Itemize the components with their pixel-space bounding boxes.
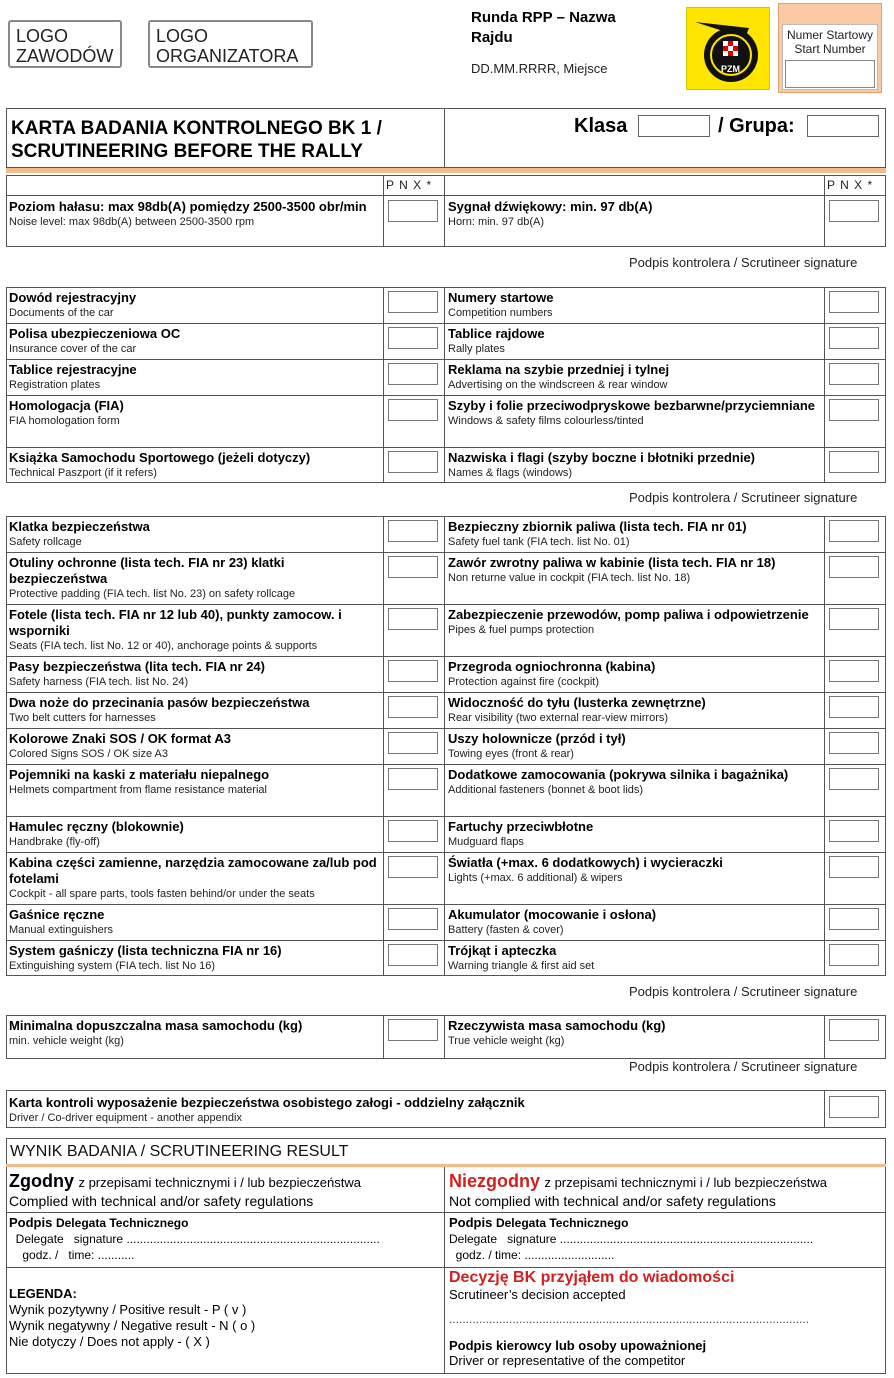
driver-signature-label: Podpis kierowcy lub osoby upoważnionej: [449, 1338, 707, 1353]
item-label-en: Competition numbers: [448, 307, 553, 319]
check-box[interactable]: [388, 732, 438, 754]
check-box[interactable]: [388, 820, 438, 842]
divider: [444, 1167, 445, 1374]
divider: [824, 1090, 825, 1128]
divider: [824, 175, 825, 247]
start-number-box: [778, 3, 882, 93]
check-item: [448, 907, 822, 937]
item-label-en: True vehicle weight (kg): [448, 1035, 565, 1047]
item-label-pl: Gaśnice ręczne: [9, 907, 105, 922]
rally-name-line1: Runda RPP – Nazwa: [471, 9, 616, 26]
item-label-en: Windows & safety films colourless/tinted: [448, 415, 644, 427]
divider: [824, 516, 825, 976]
divider: [6, 692, 886, 693]
check-item: [448, 659, 822, 689]
divider: [6, 195, 886, 196]
result-nok: [449, 1171, 879, 1209]
delegate-label: Delegate: [15, 1232, 64, 1246]
decision-dots: ............................................................................................................: [449, 1312, 810, 1326]
logo-organizer-line1: LOGO: [156, 26, 209, 46]
item-label-pl: Trójkąt i apteczka: [448, 943, 557, 958]
check-item: [9, 199, 383, 229]
check-item: [448, 1018, 822, 1048]
item-label-en: Insurance cover of the car: [9, 343, 137, 355]
check-box[interactable]: [829, 944, 879, 966]
logo-organizer: [148, 20, 313, 68]
divider: [444, 1015, 445, 1059]
check-box[interactable]: [829, 696, 879, 718]
check-box[interactable]: [388, 608, 438, 630]
check-box[interactable]: [388, 908, 438, 930]
start-number-label: [779, 28, 881, 56]
result-nok-rest: z przepisami technicznymi i / lub bezpieczeństwa: [544, 1175, 827, 1190]
check-item: [448, 855, 822, 885]
check-box[interactable]: [829, 451, 879, 473]
page-title-line2: SCRUTINEERING BEFORE THE RALLY: [11, 141, 363, 162]
result-title: WYNIK BADANIA / SCRUTINEERING RESULT: [10, 1143, 349, 1160]
check-item: [9, 907, 383, 937]
check-box[interactable]: [829, 327, 879, 349]
result-ok: [9, 1171, 439, 1209]
orange-divider: [6, 168, 886, 173]
item-label-en: Safety fuel tank (FIA tech. list No. 01): [448, 536, 630, 548]
result-ok-word: Zgodny: [9, 1171, 74, 1191]
item-label-pl: Polisa ubezpieczeniowa OC: [9, 326, 181, 341]
item-label-pl: Dwa noże do przecinania pasów bezpieczeństwa: [9, 695, 310, 710]
item-label-pl: Dodatkowe zamocowania (pokrywa silnika i bagażnika): [448, 767, 789, 782]
check-item: [448, 943, 822, 973]
item-label-pl: Pasy bezpieczeństwa (lita tech. FIA nr 24): [9, 659, 265, 674]
check-item: [448, 819, 822, 849]
klasa-label: Klasa: [574, 115, 628, 137]
check-item: [9, 555, 383, 601]
delegate-label: Delegate: [449, 1232, 498, 1246]
item-label-pl: System gaśniczy (lista techniczna FIA nr 16): [9, 943, 282, 958]
item-label-pl: Pojemniki na kaski z materiału niepalnego: [9, 767, 270, 782]
item-label-en: Rear visibility (two external rear-view mirrors): [448, 712, 669, 724]
divider: [383, 287, 384, 483]
item-label-pl: Klatka bezpieczeństwa: [9, 519, 150, 534]
item-label-en: Lights (+max. 6 additional) & wipers: [448, 872, 623, 884]
item-label-en: Advertising on the windscreen & rear window: [448, 379, 668, 391]
signature-label: signature: [507, 1232, 557, 1246]
check-box[interactable]: [829, 1019, 879, 1041]
check-item: [9, 1095, 809, 1125]
driver-signature-en: Driver or representative of the competitor: [449, 1353, 686, 1368]
divider: [6, 604, 886, 605]
item-label-pl: Przegroda ogniochronna (kabina): [448, 659, 656, 674]
item-label-en: Pipes & fuel pumps protection: [448, 624, 595, 636]
item-label-pl: Kolorowe Znaki SOS / OK format A3: [9, 731, 231, 746]
item-label-en: Two belt cutters for harnesses: [9, 712, 156, 724]
item-label-en: Helmets compartment from flame resistance material: [9, 784, 267, 796]
start-number-input[interactable]: [785, 60, 875, 88]
pzm-text: PZM: [721, 64, 740, 74]
legend-item: Nie dotyczy / Does not apply - ( X ): [9, 1334, 210, 1349]
check-item: [9, 398, 383, 428]
decision: [449, 1269, 879, 1326]
pnx-header-left: P N X *: [386, 178, 433, 192]
rally-date: DD.MM.RRRR, Miejsce: [471, 61, 608, 76]
delegate-signature-left: Podpis Delegata Technicznego Delegate signature ............................................................................ godz. / time: ...........: [9, 1215, 380, 1262]
check-box[interactable]: [388, 291, 438, 313]
item-label-pl: Fartuchy przeciwbłotne: [448, 819, 594, 834]
divider: [6, 728, 886, 729]
item-label-en: FIA homologation form: [9, 415, 120, 427]
item-label-en: Driver / Co-driver equipment - another appendix: [9, 1112, 242, 1124]
item-label-en: Seats (FIA tech. list No. 12 or 40), anchorage points & supports: [9, 640, 318, 652]
divider: [6, 447, 886, 448]
check-box[interactable]: [388, 768, 438, 790]
divider: [444, 108, 445, 168]
item-label-en: Safety rollcage: [9, 536, 82, 548]
check-item: [9, 607, 383, 653]
check-box[interactable]: [829, 520, 879, 542]
item-label-en: Documents of the car: [9, 307, 114, 319]
check-item: [9, 943, 383, 973]
result-ok-rest: z przepisami technicznymi i / lub bezpieczeństwa: [78, 1175, 361, 1190]
item-label-en: Battery (fasten & cover): [448, 924, 564, 936]
check-box[interactable]: [829, 363, 879, 385]
divider: [6, 764, 886, 765]
rally-name: [471, 8, 671, 48]
podpis-label: Podpis: [449, 1215, 493, 1230]
item-label-en: min. vehicle weight (kg): [9, 1035, 124, 1047]
divider: [6, 852, 886, 853]
signature-label: signature: [73, 1232, 124, 1246]
item-label-pl: Sygnał dźwiękowy: min. 97 db(A): [448, 199, 653, 214]
rally-name-line2: Rajdu: [471, 29, 513, 46]
divider: [6, 359, 886, 360]
item-label-pl: Fotele (lista tech. FIA nr 12 lub 40), punkty zamocow. i wsporniki: [9, 607, 342, 638]
decision-title: Decyzję BK przyjąłem do wiadomości: [449, 1269, 735, 1286]
check-box[interactable]: [388, 696, 438, 718]
check-box[interactable]: [829, 608, 879, 630]
item-label-pl: Dowód rejestracyjny: [9, 290, 137, 305]
item-label-en: Non returne value in cockpit (FIA tech. list No. 18): [448, 572, 691, 584]
item-label-en: Extinguishing system (FIA tech. list No 16): [9, 960, 216, 972]
check-item: [9, 659, 383, 689]
check-box[interactable]: [829, 1096, 879, 1118]
divider: [6, 323, 886, 324]
divider: [6, 904, 886, 905]
item-label-pl: Numery startowe: [448, 290, 554, 305]
klasa-input[interactable]: [638, 115, 710, 137]
scrutineer-signature-label: Podpis kontrolera / Scrutineer signature: [629, 984, 858, 999]
driver-signature: [449, 1338, 879, 1368]
check-item: [9, 695, 383, 725]
check-item: [9, 731, 383, 761]
item-label-pl: Zabezpieczenie przewodów, pomp paliwa i odpowietrzenie: [448, 607, 809, 622]
item-label-pl: Szyby i folie przeciwodpryskowe bezbarwne/przyciemniane: [448, 398, 816, 413]
divider: [444, 175, 445, 247]
check-item: [9, 855, 383, 901]
check-item: [448, 767, 822, 797]
check-item: [9, 450, 383, 480]
grupa-input[interactable]: [807, 115, 879, 137]
item-label-pl: Światła (+max. 6 dodatkowych) i wycieraczki: [448, 855, 723, 870]
decision-en: Scrutineer’s decision accepted: [449, 1287, 626, 1302]
item-label-en: Rally plates: [448, 343, 505, 355]
check-item: [448, 199, 822, 229]
divider: [383, 175, 384, 247]
logo-organizer-line2: ORGANIZATORA: [156, 46, 299, 66]
scrutineer-signature-label: Podpis kontrolera / Scrutineer signature: [629, 490, 858, 505]
page-title: [11, 117, 441, 163]
legend: [9, 1286, 439, 1350]
legend-title: LEGENDA:: [9, 1286, 77, 1301]
divider: [824, 287, 825, 483]
start-number-label-en: Start Number: [794, 42, 866, 56]
result-nok-word: Niezgodny: [449, 1171, 541, 1191]
check-box[interactable]: [388, 556, 438, 578]
result-nok-en: Not complied with technical and/or safety regulations: [449, 1193, 776, 1209]
divider: [383, 516, 384, 976]
pzm-emblem-icon: [687, 8, 771, 91]
item-label-pl: Tablice rajdowe: [448, 326, 545, 341]
scrutineer-signature-label: Podpis kontrolera / Scrutineer signature: [629, 1059, 858, 1074]
item-label-en: Cockpit - all spare parts, tools fasten behind/or under the seats: [9, 888, 315, 900]
grupa-label: / Grupa:: [718, 115, 795, 137]
orange-divider: [6, 1164, 886, 1167]
check-item: [9, 819, 383, 849]
pzm-logo: [686, 7, 770, 90]
check-box[interactable]: [388, 520, 438, 542]
check-box[interactable]: [388, 399, 438, 421]
check-item: [9, 519, 383, 549]
time-label: time:: [68, 1248, 95, 1262]
check-box[interactable]: [388, 944, 438, 966]
check-item: [448, 450, 822, 480]
divider: [6, 552, 886, 553]
item-label-pl: Reklama na szybie przedniej i tylnej: [448, 362, 670, 377]
check-box[interactable]: [829, 660, 879, 682]
legend-item: Wynik pozytywny / Positive result - P ( v ): [9, 1302, 247, 1317]
item-label-en: Manual extinguishers: [9, 924, 113, 936]
item-label-en: Safety harness (FIA tech. list No. 24): [9, 676, 189, 688]
divider: [6, 395, 886, 396]
item-label-pl: Hamulec ręczny (blokownie): [9, 819, 184, 834]
check-item: [9, 767, 383, 797]
delegate-signature-right: Podpis Delegata Technicznego Delegate signature ............................................................................ godz. / time: ...........................: [449, 1215, 814, 1262]
check-box[interactable]: [829, 768, 879, 790]
check-item: [448, 519, 822, 549]
item-label-en: Technical Paszport (if it refers): [9, 467, 157, 479]
check-box[interactable]: [829, 908, 879, 930]
check-box[interactable]: [388, 856, 438, 878]
page-title-line1: KARTA BADANIA KONTROLNEGO BK 1 /: [11, 118, 382, 139]
check-item: [448, 290, 822, 320]
item-label-en: Mudguard flaps: [448, 836, 524, 848]
result-ok-en: Complied with technical and/or safety regulations: [9, 1193, 314, 1209]
check-item: [448, 731, 822, 761]
divider: [6, 1267, 886, 1268]
item-label-pl: Kabina części zamienne, narzędzia zamocowane za/lub pod fotelami: [9, 855, 377, 886]
check-item: [9, 1018, 383, 1048]
check-box[interactable]: [388, 200, 438, 222]
delegata-label: Delegata Technicznego: [495, 1216, 629, 1230]
pnx-header-right: P N X *: [827, 178, 874, 192]
item-label-pl: Zawór zwrotny paliwa w kabinie (lista tech. FIA nr 18): [448, 555, 776, 570]
scrutineer-signature-label: Podpis kontrolera / Scrutineer signature: [629, 255, 858, 270]
logo-event-line1: LOGO: [16, 26, 69, 46]
check-item: [448, 695, 822, 725]
check-box[interactable]: [388, 363, 438, 385]
item-label-pl: Poziom hałasu: max 98db(A) pomiędzy 2500-3500 obr/min: [9, 199, 367, 214]
start-number-label-pl: Numer Startowy: [786, 28, 874, 42]
delegata-label: Delegata Technicznego: [55, 1216, 189, 1230]
logo-event-line2: ZAWODÓW: [16, 46, 114, 66]
check-box[interactable]: [829, 291, 879, 313]
item-label-pl: Nazwiska i flagi (szyby boczne i błotniki przednie): [448, 450, 756, 465]
check-item: [448, 362, 822, 392]
time-label: time:: [495, 1248, 522, 1262]
divider: [444, 516, 445, 976]
item-label-pl: Minimalna dopuszczalna masa samochodu (kg): [9, 1018, 303, 1033]
check-box[interactable]: [388, 327, 438, 349]
check-item: [9, 326, 383, 356]
item-label-pl: Bezpieczny zbiornik paliwa (lista tech. FIA nr 01): [448, 519, 747, 534]
check-box[interactable]: [388, 660, 438, 682]
divider: [824, 1015, 825, 1059]
check-box[interactable]: [829, 556, 879, 578]
item-label-pl: Tablice rejestracyjne: [9, 362, 137, 377]
godz-label: godz. /: [455, 1248, 492, 1262]
item-label-en: Colored Signs SOS / OK size A3: [9, 748, 168, 760]
check-item: [448, 398, 822, 428]
check-item: [448, 607, 822, 637]
item-label-en: Registration plates: [9, 379, 101, 391]
item-label-pl: Książka Samochodu Sportowego (jeżeli dotyczy): [9, 450, 311, 465]
check-box[interactable]: [829, 820, 879, 842]
podpis-label: Podpis: [9, 1215, 53, 1230]
check-item: [9, 290, 383, 320]
item-label-pl: Karta kontroli wyposażenie bezpieczeństwa osobistego załogi - oddzielny załącznik: [9, 1095, 525, 1110]
divider: [6, 816, 886, 817]
item-label-en: Horn: min. 97 db(A): [448, 216, 544, 228]
item-label-pl: Widoczność do tyłu (lusterka zewnętrzne): [448, 695, 706, 710]
check-item: [9, 362, 383, 392]
item-label-en: Protective padding (FIA tech. list No. 23) on safety rollcage: [9, 588, 296, 600]
check-box[interactable]: [388, 451, 438, 473]
item-label-pl: Homologacja (FIA): [9, 398, 124, 413]
check-box[interactable]: [829, 856, 879, 878]
item-label-pl: Uszy holownicze (przód i tył): [448, 731, 626, 746]
divider: [383, 1015, 384, 1059]
check-box[interactable]: [829, 399, 879, 421]
item-label-en: Handbrake (fly-off): [9, 836, 100, 848]
check-item: [448, 326, 822, 356]
logo-event: [8, 20, 122, 68]
item-label-en: Names & flags (windows): [448, 467, 573, 479]
check-item: [448, 555, 822, 585]
check-box[interactable]: [829, 732, 879, 754]
check-box[interactable]: [829, 200, 879, 222]
godz-label: godz. /: [22, 1248, 59, 1262]
check-box[interactable]: [388, 1019, 438, 1041]
item-label-en: Additional fasteners (bonnet & boot lids): [448, 784, 644, 796]
divider: [6, 1212, 886, 1213]
divider: [444, 287, 445, 483]
item-label-en: Warning triangle & first aid set: [448, 960, 595, 972]
divider: [6, 656, 886, 657]
item-label-en: Protection against fire (cockpit): [448, 676, 600, 688]
legend-item: Wynik negatywny / Negative result - N ( o ): [9, 1318, 256, 1333]
divider: [6, 940, 886, 941]
item-label-pl: Rzeczywista masa samochodu (kg): [448, 1018, 666, 1033]
item-label-en: Noise level: max 98db(A) between 2500-3500 rpm: [9, 216, 255, 228]
item-label-en: Towing eyes (front & rear): [448, 748, 574, 760]
item-label-pl: Akumulator (mocowanie i osłona): [448, 907, 657, 922]
item-label-pl: Otuliny ochronne (lista tech. FIA nr 23) klatki bezpieczeństwa: [9, 555, 285, 586]
